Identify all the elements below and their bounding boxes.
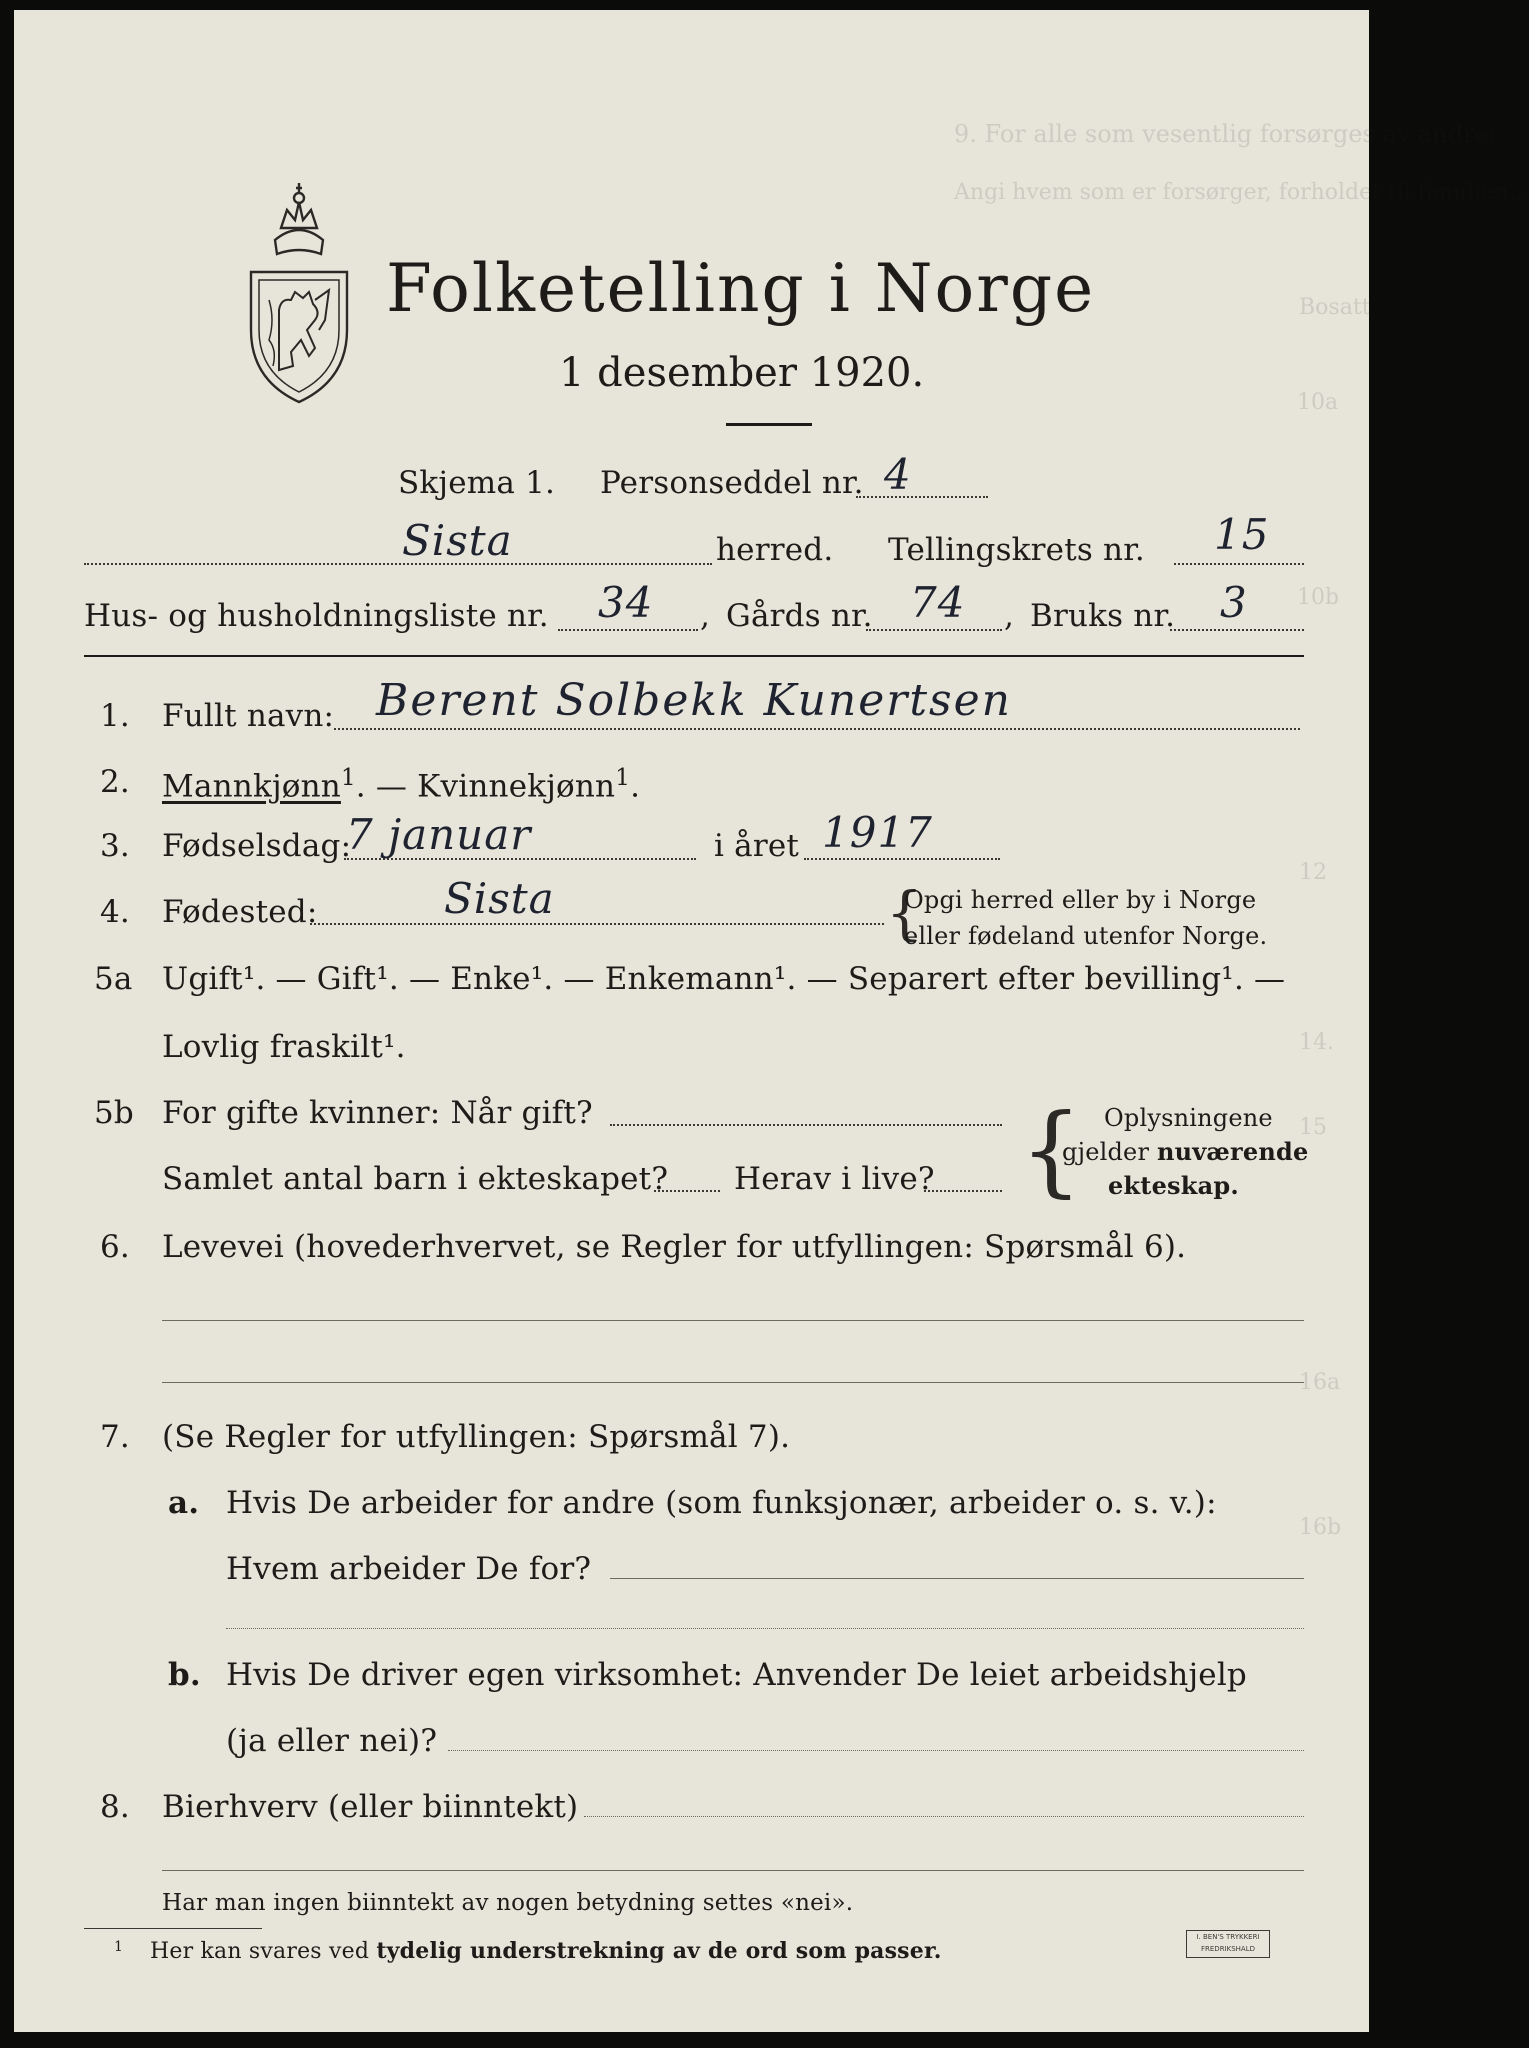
q1-value[interactable]: Berent Solbekk Kunertsen	[376, 675, 1012, 726]
herred-value[interactable]: Sista	[402, 516, 513, 565]
q1-number: 1.	[100, 698, 130, 734]
q5b-label-2b: Herav i live?	[734, 1161, 935, 1197]
coat-of-arms-icon	[229, 180, 369, 410]
form-date: 1 desember 1920.	[559, 350, 925, 396]
q4-note-2: eller fødeland utenfor Norge.	[904, 922, 1268, 950]
q2-options: Mannkjønn$^1$. — Kvinnekjønn$^1$.	[162, 765, 641, 805]
husholdning-value[interactable]: 34	[598, 578, 654, 627]
q4-brace: {	[886, 879, 923, 947]
q5a-number: 5a	[94, 961, 133, 997]
q2-number: 2.	[100, 764, 130, 800]
q3-year-value[interactable]: 1917	[822, 808, 933, 857]
comma-1: ,	[700, 598, 711, 634]
herred-label: herred.	[716, 532, 834, 568]
tellingskrets-line	[1174, 563, 1304, 565]
q7b-letter: b.	[168, 1657, 201, 1693]
q5b-line-2b	[924, 1190, 1002, 1192]
gards-value[interactable]: 74	[910, 578, 966, 627]
q7b-label-2: (ja eller nei)?	[226, 1723, 438, 1759]
footnote-text: Her kan svares ved tydelig understrekning av de ord som passer.	[150, 1938, 942, 1964]
husholdning-line	[558, 629, 698, 631]
q3-number: 3.	[100, 828, 130, 864]
printer-stamp: I. BEN'S TRYKKERI FREDRIKSHALD	[1186, 1930, 1270, 1958]
gards-label: Gårds nr.	[726, 598, 873, 634]
q7a-answer-line[interactable]	[610, 1578, 1304, 1579]
q5b-note-1: Oplysningene	[1104, 1104, 1273, 1132]
q7a-letter: a.	[168, 1485, 200, 1521]
q8-answer-line-2[interactable]	[162, 1870, 1304, 1871]
q6-number: 6.	[100, 1229, 130, 1265]
q4-label: Fødested:	[162, 894, 318, 930]
bruks-label: Bruks nr.	[1030, 598, 1176, 634]
schema-label: Skjema 1.	[398, 465, 556, 501]
q6-answer-line-1[interactable]	[162, 1320, 1304, 1321]
form-title: Folketelling i Norge	[386, 250, 1096, 327]
q3-year-label: i året	[714, 828, 800, 864]
note-nei: Har man ingen biinntekt av nogen betydning settes «nei».	[162, 1890, 854, 1916]
q5b-label-1: For gifte kvinner: Når gift?	[162, 1095, 593, 1131]
personseddel-value[interactable]: 4	[884, 450, 912, 499]
q4-line	[310, 923, 884, 925]
personseddel-label: Personseddel nr.	[600, 465, 864, 501]
herred-line	[84, 563, 712, 565]
q5a-options[interactable]: Ugift¹. — Gift¹. — Enke¹. — Enkemann¹. — Separert efter bevilling¹. —	[162, 961, 1286, 997]
q2-female[interactable]: Kvinnekjønn	[417, 768, 616, 805]
q5b-note-2: gjelder nuværende	[1062, 1137, 1309, 1166]
q5b-note-3: ekteskap.	[1108, 1171, 1239, 1200]
q3-year-line	[804, 858, 1000, 860]
q7a-answer-line-2[interactable]	[226, 1628, 1304, 1629]
q6-label: Levevei (hovederhvervet, se Regler for utfyllingen: Spørsmål 6).	[162, 1229, 1187, 1265]
title-divider	[726, 423, 812, 426]
q6-answer-line-2[interactable]	[162, 1382, 1304, 1383]
q5b-number: 5b	[94, 1095, 134, 1131]
q7a-label-2: Hvem arbeider De for?	[226, 1551, 592, 1587]
q7-label: (Se Regler for utfyllingen: Spørsmål 7).	[162, 1419, 791, 1455]
footnote-mark: 1	[114, 1939, 124, 1955]
bruks-value[interactable]: 3	[1220, 578, 1248, 627]
q5b-brace: {	[1020, 1094, 1083, 1208]
q7b-label-1: Hvis De driver egen virksomhet: Anvender De leiet arbeidshjelp	[226, 1657, 1247, 1693]
q5b-line-2a	[654, 1190, 720, 1192]
gards-line	[866, 629, 1002, 631]
comma-2: ,	[1004, 598, 1015, 634]
q7a-label-1: Hvis De arbeider for andre (som funksjonær, arbeider o. s. v.):	[226, 1485, 1217, 1521]
bruks-line	[1170, 629, 1304, 631]
q3-value[interactable]: 7 januar	[346, 810, 532, 859]
q2-male[interactable]: Mannkjønn	[162, 768, 341, 805]
q3-label: Fødselsdag:	[162, 828, 352, 864]
q8-answer-line[interactable]	[584, 1816, 1304, 1817]
q4-number: 4.	[100, 894, 130, 930]
q7b-answer-line[interactable]	[448, 1750, 1304, 1751]
q5b-line-1	[610, 1124, 1002, 1126]
tellingskrets-label: Tellingskrets nr.	[888, 532, 1145, 568]
q1-line	[334, 728, 1300, 730]
husholdning-label: Hus- og husholdningsliste nr.	[84, 598, 549, 634]
q4-note-1: Opgi herred eller by i Norge	[904, 886, 1257, 914]
header-divider	[84, 655, 1304, 657]
q7-number: 7.	[100, 1419, 130, 1455]
q5b-label-2a: Samlet antal barn i ekteskapet?	[162, 1161, 669, 1197]
q8-number: 8.	[100, 1789, 130, 1825]
personseddel-line	[856, 496, 988, 498]
q8-label: Bierhverv (eller biinntekt)	[162, 1789, 579, 1825]
q4-value[interactable]: Sista	[444, 874, 555, 923]
census-form-page: 9. For alle som vesentlig forsørges av andre: Angi hvem som er forsørger, forholdet til familien... Bosatt 10a 10b 12 14. 15 16a 16b Folketelling i Norge 1 desember 1920. Skjema 1. Personseddel nr. 4 Sista herred. Tellingskrets nr. 15 Hus- og husholdningsliste nr. 34 , Gårds nr. 74 , Bruks nr. 3 1. Fullt navn: Berent Solbekk Kunertsen 2. Mannkjønn$^1$. — Kvinnekjønn$^1$. 3. Fødselsdag: 7 januar i året 1917 4. Fødested: Sista { Opgi herred eller by i Norge eller fødeland utenfor Norge. 5a Ugift¹. — Gift¹. — Enke¹. — Enkemann¹. — Separert efter bevilling¹. — Lovlig fraskilt¹. 5b For gifte kvinner: Når gift? Samlet antal barn i ekteskapet? Herav i live? { Oplysningene gjelder nuværende ekteskap. 6. Levevei (hovederhvervet, se Regler for utfyllingen: Spørsmål 6). 7. (Se Regler for utfyllingen: Spørsmål 7). a. Hvis De arbeider for andre (som funksjonær, arbeider o. s. v.): Hvem arbeider De for? b. Hvis De driver egen virksomhet: Anvender De leiet arbeidshjelp (ja eller nei)? 8. Bierhverv (eller biinntekt) Har man ingen biinntekt av nogen betydning settes «nei». 1 Her kan svares ved tydelig understrekning av de ord som passer. I. BEN'S TRYKKERI FREDRIKSHALD	[14, 10, 1369, 2032]
footnote-rule	[84, 1928, 262, 1929]
q5a-options-2[interactable]: Lovlig fraskilt¹.	[162, 1029, 406, 1065]
tellingskrets-value[interactable]: 15	[1214, 510, 1270, 559]
q1-label: Fullt navn:	[162, 698, 335, 734]
